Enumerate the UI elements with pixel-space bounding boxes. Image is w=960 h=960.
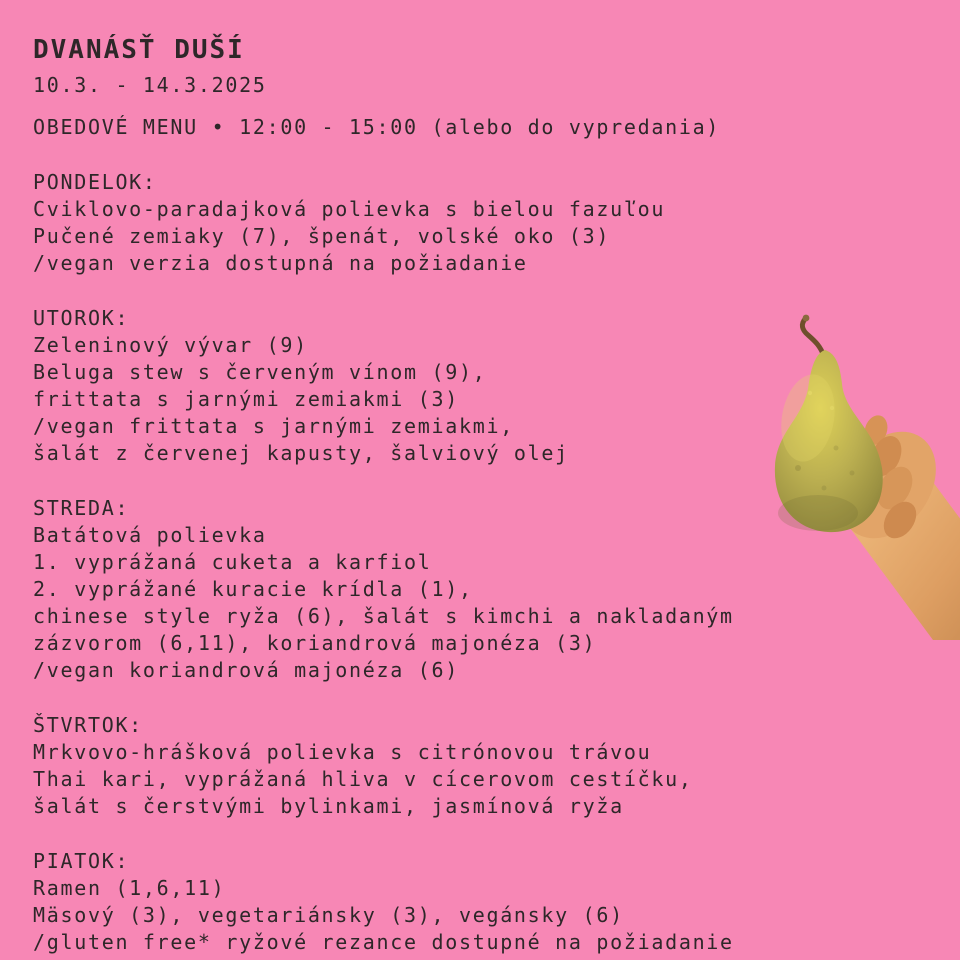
menu-line: Batátová polievka — [33, 523, 267, 547]
menu-section-monday — [33, 169, 933, 277]
day-label: PONDELOK: — [33, 170, 157, 194]
menu-line: šalát s čerstvými bylinkami, jasmínová ryža — [33, 794, 624, 818]
day-label: PIATOK: — [33, 849, 130, 873]
menu-section-thursday — [33, 712, 933, 820]
menu-line: Pučené zemiaky (7), špenát, volské oko (3) — [33, 224, 611, 248]
menu-line: /vegan frittata s jarnými zemiakmi, — [33, 414, 514, 438]
date-range: 10.3. - 14.3.2025 — [33, 73, 267, 97]
menu-section-friday — [33, 848, 933, 956]
menu-line: Zeleninový vývar (9) — [33, 333, 308, 357]
menu-line: chinese style ryža (6), šalát s kimchi a nakladaným — [33, 604, 734, 628]
menu-line: Beluga stew s červeným vínom (9), — [33, 360, 487, 384]
service-info: OBEDOVÉ MENU • 12:00 - 15:00 (alebo do vypredania) — [33, 115, 721, 139]
menu-line: Ramen (1,6,11) — [33, 876, 226, 900]
menu-line: Thai kari, vyprážaná hliva v cícerovom cestíčku, — [33, 767, 693, 791]
menu-line: Mäsový (3), vegetariánsky (3), vegánsky (6) — [33, 903, 624, 927]
menu-line: 1. vyprážaná cuketa a karfiol — [33, 550, 432, 574]
day-label: ŠTVRTOK: — [33, 713, 143, 737]
menu-line: /vegan verzia dostupná na požiadanie — [33, 251, 528, 275]
page-title: DVANÁSŤ DUŠÍ — [33, 35, 245, 65]
menu-line: /vegan koriandrová majonéza (6) — [33, 658, 459, 682]
menu-line: zázvorom (6,11), koriandrová majonéza (3) — [33, 631, 597, 655]
menu-line: Cviklovo-paradajková polievka s bielou fazuľou — [33, 197, 666, 221]
menu-body — [33, 169, 933, 956]
menu-line: Mrkvovo-hrášková polievka s citrónovou trávou — [33, 740, 652, 764]
menu-line: šalát z červenej kapusty, šalviový olej — [33, 441, 569, 465]
menu-line: /gluten free* ryžové rezance dostupné na požiadanie — [33, 930, 734, 954]
menu-line: frittata s jarnými zemiakmi (3) — [33, 387, 459, 411]
menu-section-tuesday — [33, 305, 933, 467]
menu-line: 2. vyprážané kuracie krídla (1), — [33, 577, 473, 601]
day-label: UTOROK: — [33, 306, 130, 330]
day-label: STREDA: — [33, 496, 130, 520]
menu-section-wednesday — [33, 495, 933, 684]
